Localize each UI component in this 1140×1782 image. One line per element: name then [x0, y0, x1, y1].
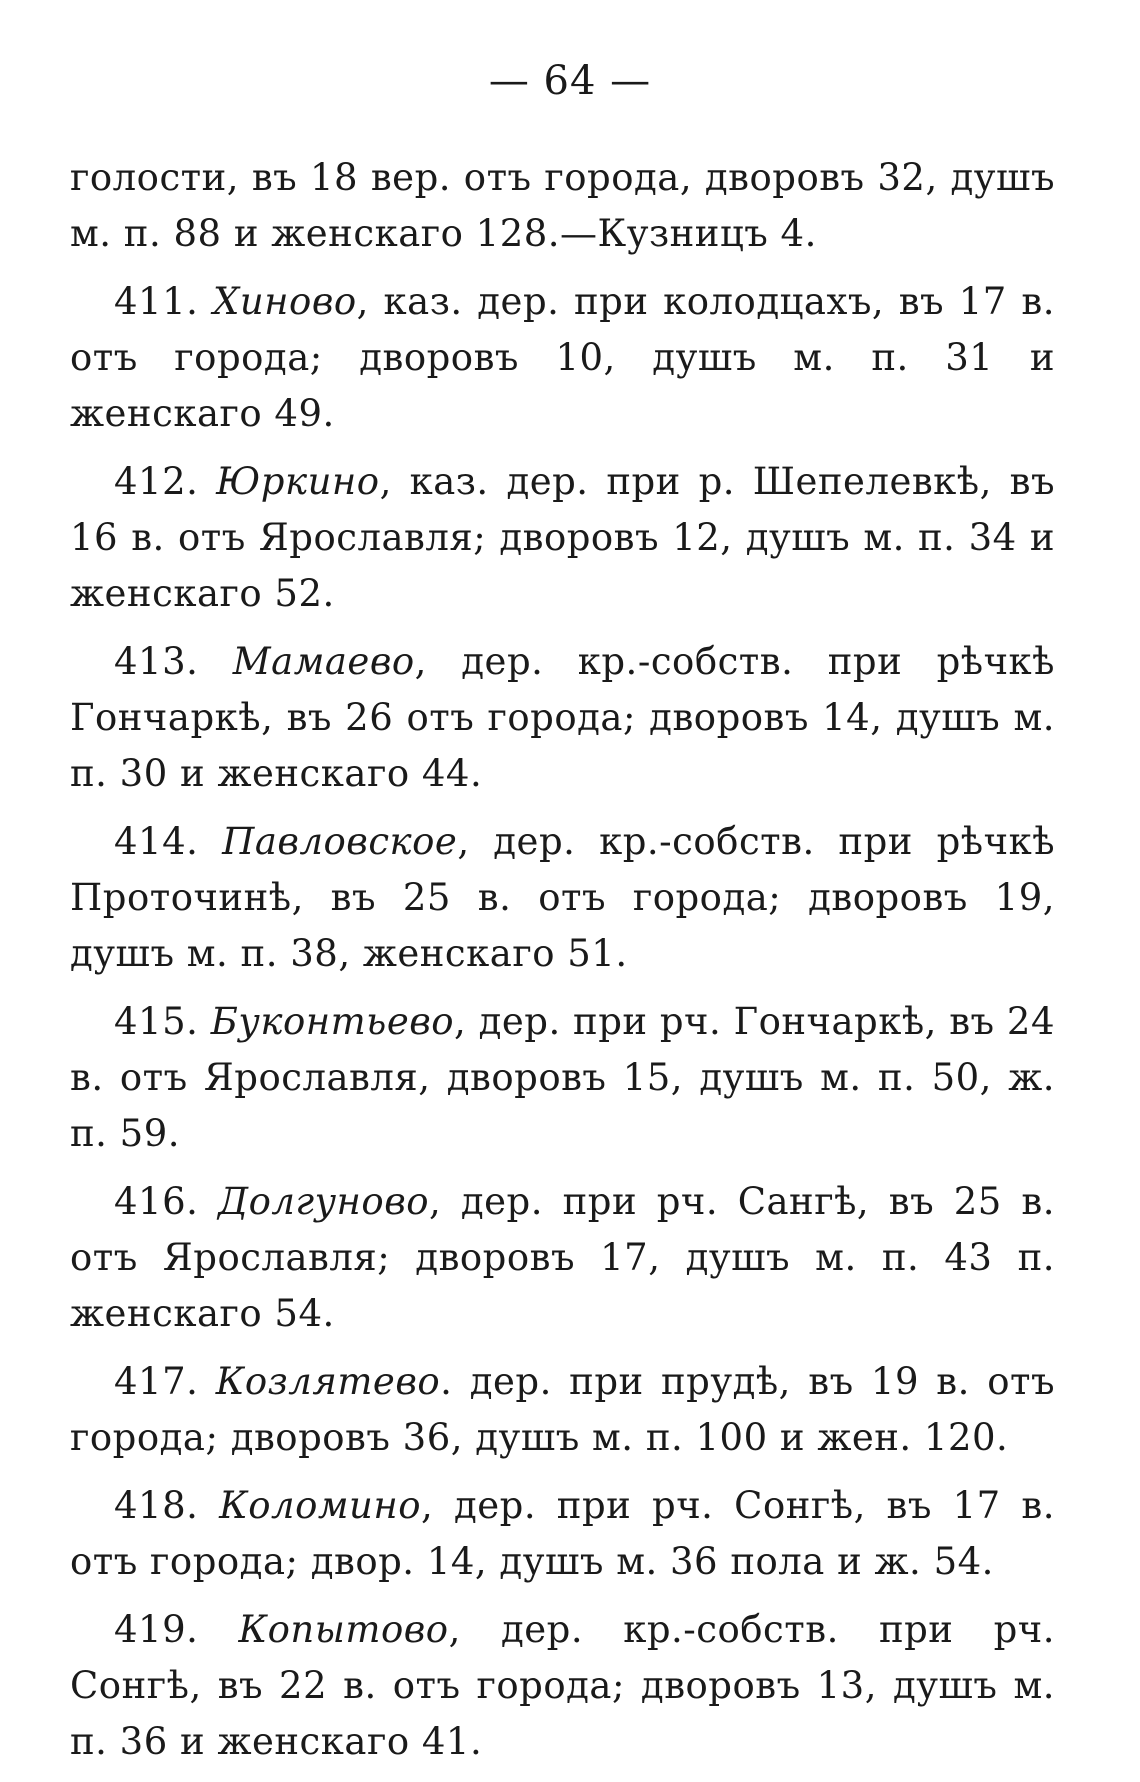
page-body — [70, 150, 1055, 1782]
entry-412 — [70, 454, 1055, 622]
entry-416 — [70, 1174, 1055, 1342]
entry-text: , дер. кр.-собств. при рч. Сонгѣ, въ 22 в. отъ города; дворовъ 13, душъ м. п. 36 и женскаго 41. — [70, 1608, 1055, 1763]
village-name: Козлятево — [215, 1360, 441, 1403]
continuation-paragraph: голости, въ 18 вер. отъ города, дворовъ 32, душъ м. п. 88 и женскаго 128.—Кузницъ 4. — [70, 156, 1055, 255]
entry-number: 418. — [114, 1484, 199, 1527]
entry-415 — [70, 994, 1055, 1162]
entry-text: , дер. при рч. Гончаркѣ, въ 24 в. отъ Ярославля, дворовъ 15, душъ м. п. 50, ж. п. 59. — [70, 1000, 1055, 1155]
entry-number: 416. — [114, 1180, 199, 1223]
village-name: Буконтьево — [210, 1000, 455, 1043]
entry-text: , дер. кр.-собств. при рѣчкѣ Гончаркѣ, въ 26 отъ города; дворовъ 14, душъ м. п. 30 и женскаго 44. — [70, 640, 1055, 795]
entry-418 — [70, 1478, 1055, 1590]
village-name: Долгуново — [217, 1180, 430, 1223]
entry-text: , каз. дер. при р. Шепелевкѣ, въ 16 в. отъ Ярославля; дворовъ 12, душъ м. п. 34 и женскаго 52. — [70, 460, 1055, 615]
village-name: Юркино — [216, 460, 380, 503]
entry-text: , каз. дер. при колодцахъ, въ 17 в. отъ города; дворовъ 10, душъ м. п. 31 и женскаго 49. — [70, 280, 1056, 435]
entry-text: , дер. при рч. Сонгѣ, въ 17 в. отъ города; двор. 14, душъ м. 36 пола и ж. 54. — [70, 1484, 1055, 1583]
entry-text: , дер. кр.-собств. при рѣчкѣ Проточинѣ, въ 25 в. отъ города; дворовъ 19, душъ м. п. 38, женскаго 51. — [70, 820, 1056, 975]
village-name: Копытово — [238, 1608, 449, 1651]
village-name: Коломино — [219, 1484, 422, 1527]
entry-number: 419. — [114, 1608, 199, 1651]
entry-411 — [70, 274, 1055, 442]
entry-text: , дер. при рч. Сангѣ, въ 25 в. отъ Ярославля; дворовъ 17, душъ м. п. 43 п. женскаго 54. — [70, 1180, 1055, 1335]
entry-414 — [70, 814, 1055, 982]
village-name: Хиново — [213, 280, 357, 323]
entry-419 — [70, 1602, 1055, 1770]
village-name: Павловское — [222, 820, 458, 863]
page-number: — 64 — — [488, 58, 652, 104]
entry-number: 412. — [114, 460, 199, 503]
entry-number: 413. — [114, 640, 199, 683]
village-name: Мамаево — [232, 640, 415, 683]
entry-413 — [70, 634, 1055, 802]
entry-number: 415. — [114, 1000, 199, 1043]
entry-number: 414. — [114, 820, 199, 863]
entry-text: . дер. при прудѣ, въ 19 в. отъ города; дворовъ 36, душъ м. п. 100 и жен. 120. — [70, 1360, 1055, 1459]
entry-417 — [70, 1354, 1055, 1466]
entry-number: 417. — [114, 1360, 199, 1403]
entry-number: 411. — [114, 280, 199, 323]
